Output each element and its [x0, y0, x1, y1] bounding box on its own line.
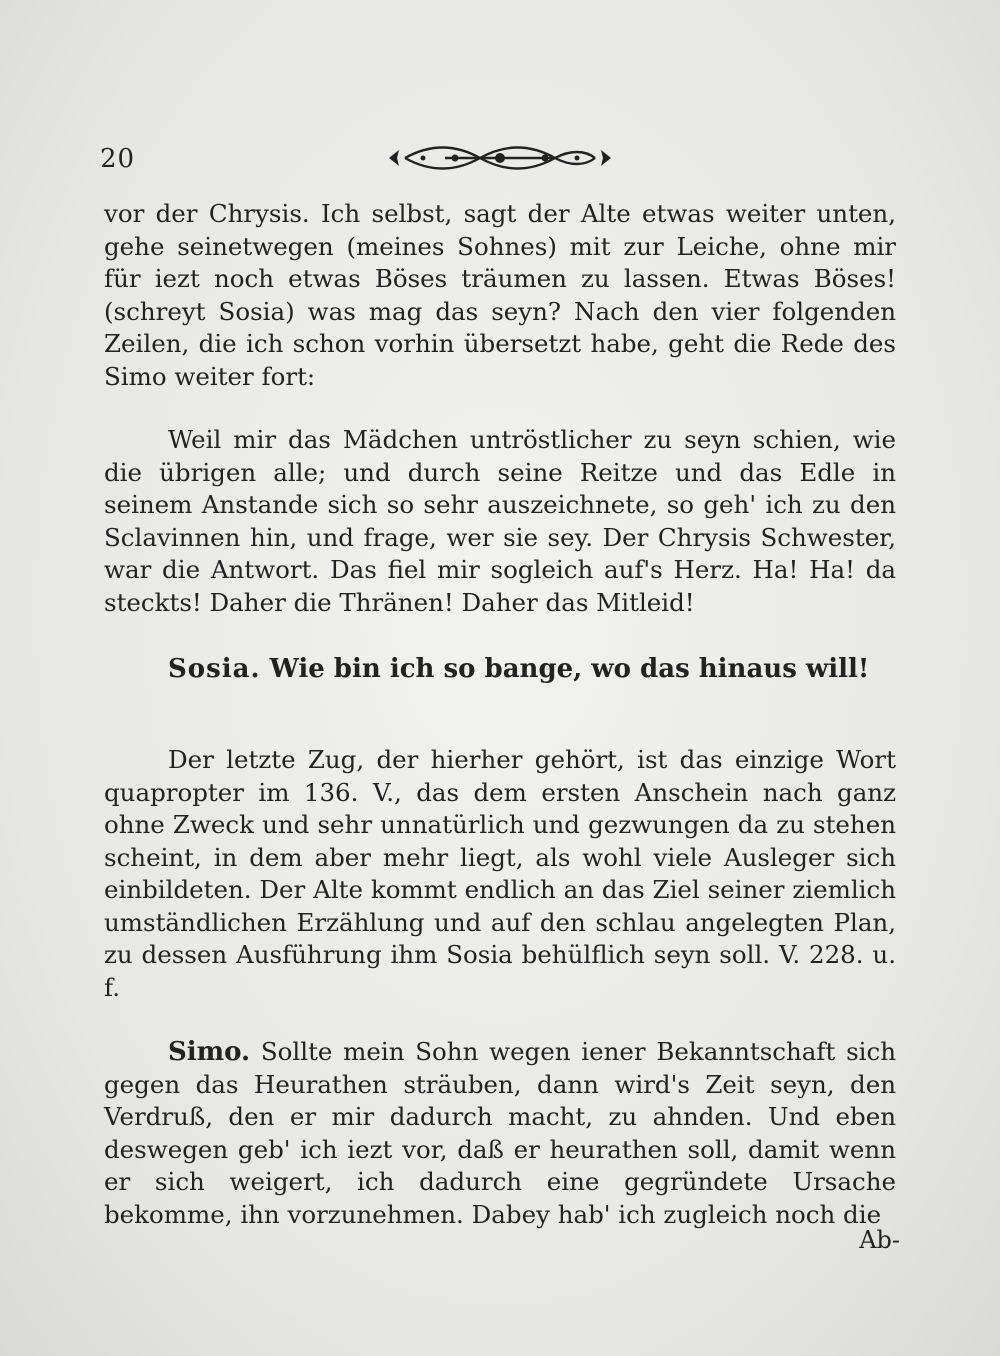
speech-sosia: [104, 652, 896, 686]
paragraph-2: [104, 424, 896, 619]
paragraph-1: [104, 198, 896, 393]
page-header: [100, 138, 900, 178]
decorative-vignette-icon: [385, 140, 615, 176]
catchword: Ab-: [859, 1226, 900, 1254]
paragraph-4-text: Der letzte Zug, der hierher gehört, ist das einzige Wort quapropter im 136. V., das dem ersten Anschein nach ganz ohne Zweck und sehr unnatürlich und gezwungen da zu stehen scheint, in dem aber mehr liegt, als wohl viele Ausleger sich einbildeten. Der Alte kommt endlich an das Ziel seiner ziemlich umständlichen Erzählung und auf den schlau angelegten Plan, zu dessen Ausführung ihm Sosia behülflich seyn soll. V. 228. u. f.: [104, 745, 896, 1002]
paragraph-1-text: vor der Chrysis. Ich selbst, sagt der Alte etwas weiter unten, gehe seinetwegen (meines Sohnes) mit zur Leiche, ohne mir für iezt noch etwas Böses träumen zu lassen. Etwas Böses! (schreyt Sosia) was mag das seyn? Nach den vier folgenden Zeilen, die ich schon vorhin übersetzt habe, geht die Rede des Simo weiter fort:: [104, 199, 896, 391]
paragraph-2-text: Weil mir das Mädchen untröstlicher zu seyn schien, wie die übrigen alle; und durch seine Reitze und das Edle in seinem Anstande sich so sehr auszeichnete, so geh' ich zu den Sclavinnen hin, und frage, wer sie sey. Der Chrysis Schwester, war die Antwort. Das fiel mir sogleich auf's Herz. Ha! Ha! da steckts! Daher die Thränen! Daher das Mitleid!: [104, 425, 896, 617]
speech-text: Wie bin ich so bange, wo das hinaus will!: [269, 654, 870, 684]
speech-simo: [104, 1036, 896, 1231]
speech-text: Sollte mein Sohn wegen iener Bekanntschaft sich gegen das Heurathen sträuben, dann wird's Zeit seyn, den Verdruß, den er mir dadurch macht, zu ahnden. Und eben deswegen geb' ich iezt vor, daß er heurathen soll, damit wenn er sich weigert, ich dadurch eine gegründete Ursache bekomme, ihn vorzunehmen. Dabey hab' ich zugleich noch die: [104, 1037, 896, 1229]
speaker-name: Simo.: [168, 1037, 251, 1067]
speaker-name: Sosia.: [168, 654, 261, 684]
paragraph-4: [104, 744, 896, 1004]
page-number: 20: [100, 144, 136, 174]
